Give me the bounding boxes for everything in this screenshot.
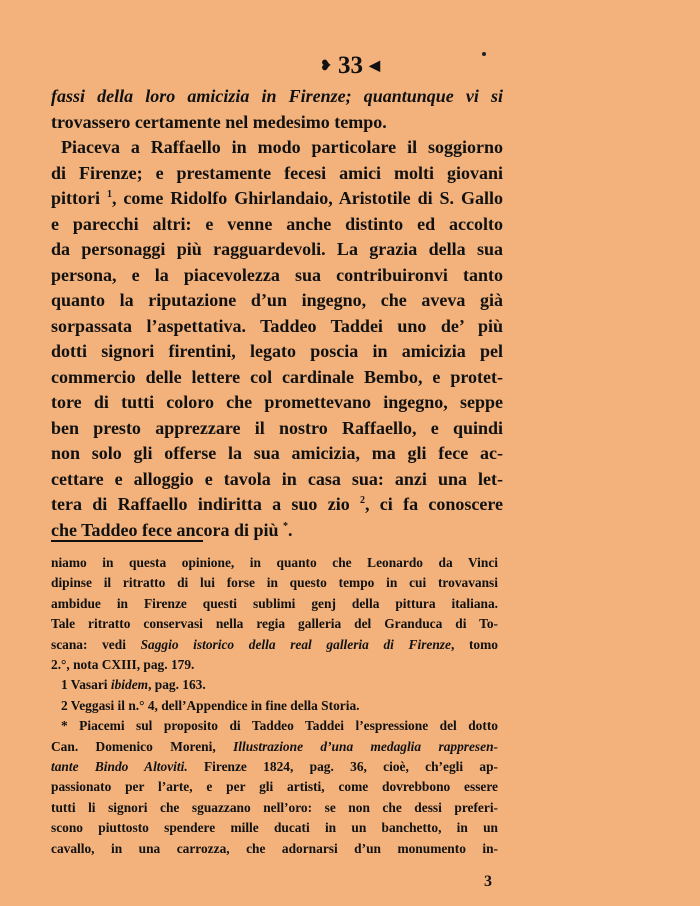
footnote-line: scana: vedi Saggio istorico della real galleria di Firenze, tomo xyxy=(51,636,498,652)
main-text xyxy=(51,84,503,543)
footnote-line: passionato per l’arte, e per gli artisti, come dovrebbono essere xyxy=(51,779,498,795)
text-line: non solo gli offerse la sua amicizia, ma gli fece ac- xyxy=(51,443,503,463)
text-line: persona, e la piacevolezza sua contribuironvi tanto xyxy=(51,264,503,285)
text-line: pittori $^1$, come Ridolfo Ghirlandaio, Aristotile di S. Gallo xyxy=(51,188,503,208)
text-line: da personaggi più ragguardevoli. La grazia della sua xyxy=(51,239,503,259)
text-line: Piaceva a Raffaello in modo particolare il soggiorno xyxy=(61,137,503,157)
page-number: 33 xyxy=(337,52,363,79)
text-line: fassi della loro amicizia in Firenze; quantunque vi si xyxy=(51,86,503,106)
footnote-line: Can. Domenico Moreni, Illustrazione d’una medaglia rappresen- xyxy=(51,738,498,754)
text-line: cettare e alloggio e tavola in casa sua: anzi una let- xyxy=(51,468,503,489)
footnote-line: Tale ritratto conservasi nella regia galleria del Granduca di To- xyxy=(51,616,498,632)
footnotes xyxy=(51,553,498,859)
footnote-line: 2.°, nota CXIII, pag. 179. xyxy=(51,657,195,673)
ink-speck xyxy=(482,52,486,56)
right-ornament-icon: ◀ xyxy=(369,59,380,74)
text-line: che Taddeo fece ancora di più *. xyxy=(51,519,293,540)
footnote-ref: 1 xyxy=(106,189,112,200)
footnote-line: dipinse il ritratto di lui forse in questo tempo in cui trovavansi xyxy=(51,575,498,591)
text-line: trovassero certamente nel medesimo tempo. xyxy=(51,111,387,132)
text-line: sorpassata l’aspettativa. Taddeo Taddei uno de’ più xyxy=(51,315,503,336)
text-line: commercio delle lettere col cardinale Bembo, e protet- xyxy=(51,366,503,387)
footnote-line: tutti li signori che sguazzano nell’oro: se non che dessi preferi- xyxy=(51,799,498,815)
text-line: tera di Raffaello indiritta a suo zio $^2$, ci fa conoscere xyxy=(51,494,503,514)
text-line: quanto la riputazione d’un ingegno, che aveva già xyxy=(51,290,503,310)
text-line: tore di tutti coloro che promettevano ingegno, seppe xyxy=(51,392,503,412)
footnote-line: scono piuttosto spendere mille ducati in un banchetto, in un xyxy=(51,820,498,836)
footnote-line: ambidue in Firenze questi sublimi genj della pittura italiana. xyxy=(51,595,498,611)
footnote-1: 1 Vasari ibidem, pag. 163. xyxy=(61,677,206,693)
text-line: di Firenze; e prestamente fecesi amici molti giovani xyxy=(51,162,503,183)
footnote-rule xyxy=(51,540,203,542)
signature-mark: 3 xyxy=(484,873,492,890)
footnote-ref: * xyxy=(283,520,289,532)
text-line: e parecchi altri: e venne anche distinto ed accolto xyxy=(51,213,503,234)
footnote-line: cavallo, in una carrozza, che adornarsi d’un monumento in- xyxy=(51,840,498,856)
footnote-2: 2 Veggasi il n.° 4, dell’Appendice in fine della Storia. xyxy=(61,697,360,713)
page-header xyxy=(0,52,700,80)
footnote-ref: 2 xyxy=(360,495,365,506)
text-line: dotti signori firentini, legato poscia in amicizia pel xyxy=(51,341,503,361)
footnote-star: * Piacemi sul proposito di Taddeo Taddei l’espressione del dotto xyxy=(61,718,498,734)
left-ornament-icon: ❥ xyxy=(319,59,332,74)
footnote-line: niamo in questa opinione, in quanto che Leonardo da Vinci xyxy=(51,555,498,570)
footnote-line: tante Bindo Altoviti. Firenze 1824, pag. 36, cioè, ch’egli ap- xyxy=(51,759,498,775)
text-line: ben presto apprezzare il nostro Raffaello, e quindi xyxy=(51,417,503,438)
